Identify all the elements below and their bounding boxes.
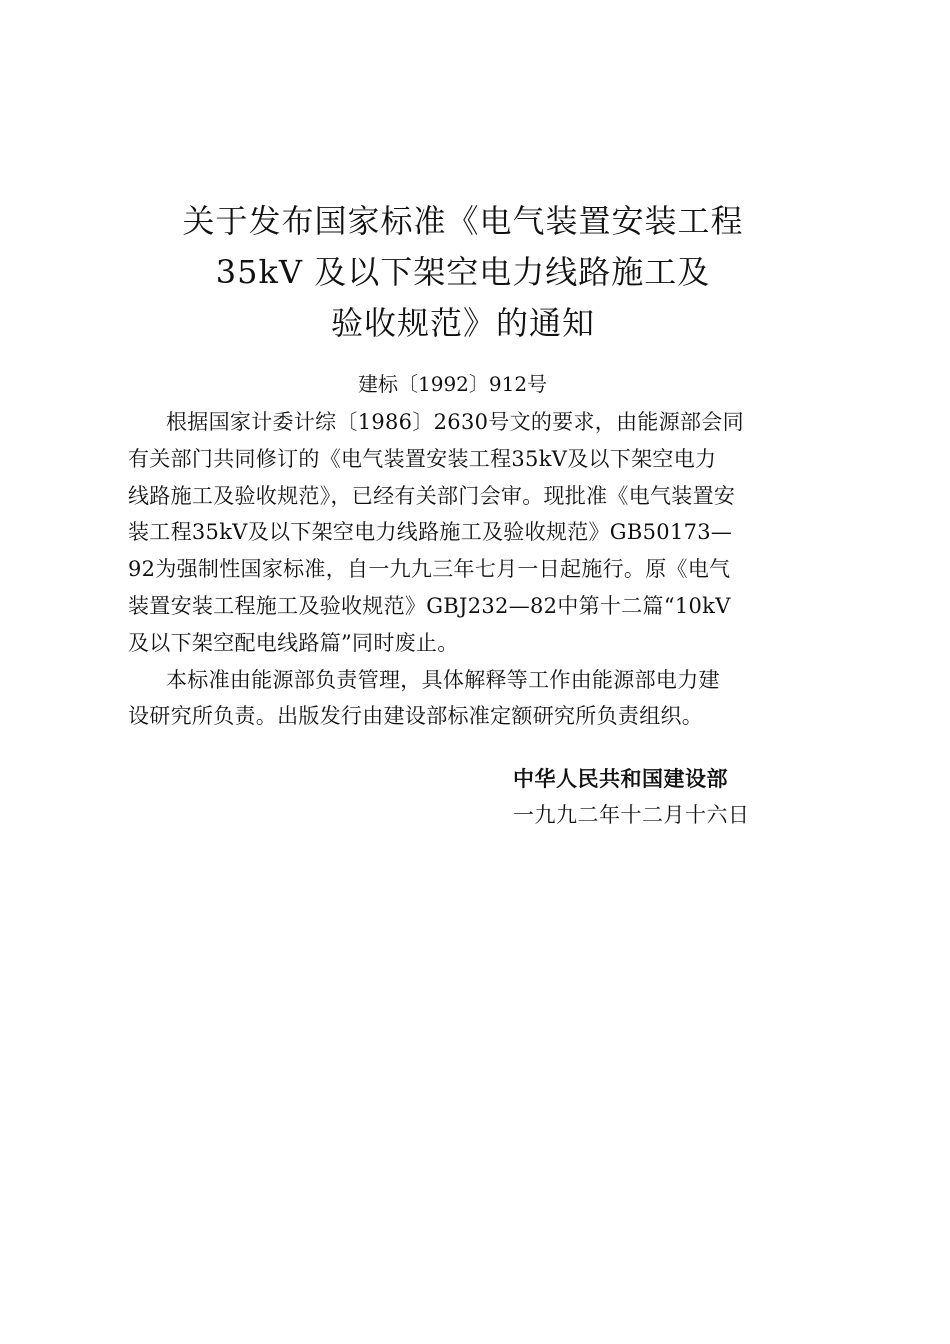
body-line: 本标准由能源部负责管理，具体解释等工作由能源部电力建 bbox=[166, 667, 720, 692]
issuing-organization: 中华人民共和国建设部 bbox=[513, 767, 728, 791]
body-line: 根据国家计委计综〔1986〕2630号文的要求，由能源部会同 bbox=[166, 410, 744, 434]
signature-block bbox=[513, 761, 750, 833]
title-line-2: 35kV 及以下架空电力线路施工及 bbox=[215, 253, 711, 291]
title-line-1: 关于发布国家标准《电气装置安装工程 bbox=[182, 202, 744, 240]
body-line: 设研究所负责。出版发行由建设部标准定额研究所负责组织。 bbox=[128, 704, 704, 729]
body-line: 装置安装工程施工及验收规范》GBJ232—82中第十二篇“10kV bbox=[128, 593, 731, 618]
body-line: 线路施工及验收规范》，已经有关部门会审。现批准《电气装置安 bbox=[128, 483, 736, 508]
issue-date: 一九九二年十二月十六日 bbox=[513, 803, 750, 827]
notice-body bbox=[128, 404, 798, 735]
body-line: 及以下架空配电线路篇”同时废止。 bbox=[128, 630, 459, 655]
notice-title bbox=[0, 196, 926, 349]
body-line: 92为强制性国家标准，自一九九三年七月一日起施行。原《电气 bbox=[128, 557, 731, 582]
title-line-3: 验收规范》的通知 bbox=[330, 304, 595, 342]
body-line: 有关部门共同修订的《电气装置安装工程35kV及以下架空电力 bbox=[128, 446, 717, 471]
document-number: 建标〔1992〕912号 bbox=[358, 372, 548, 396]
body-line: 装工程35kV及以下架空电力线路施工及验收规范》GB50173— bbox=[128, 520, 733, 545]
